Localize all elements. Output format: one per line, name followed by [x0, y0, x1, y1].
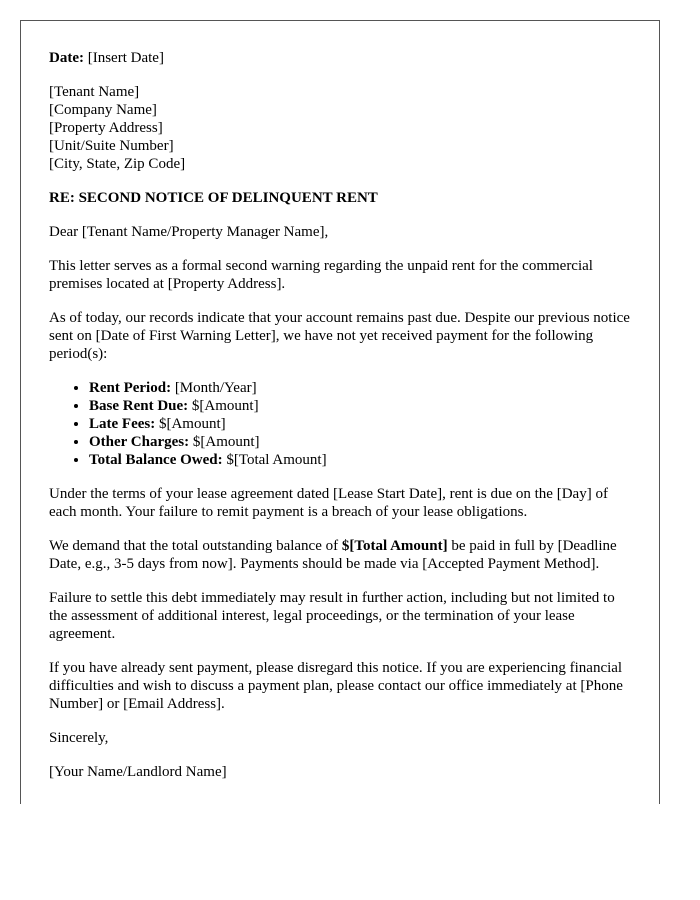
recipient-address-block [49, 83, 631, 173]
list-item [89, 433, 631, 451]
list-item [89, 379, 631, 397]
charge-value: $[Amount] [188, 398, 259, 414]
salutation: Dear [Tenant Name/Property Manager Name], [49, 224, 329, 240]
recipient-tenant-name: [Tenant Name] [49, 84, 140, 100]
charge-label: Late Fees: [89, 416, 156, 432]
subject-text: RE: SECOND NOTICE OF DELINQUENT RENT [49, 190, 378, 206]
list-item [89, 415, 631, 433]
charge-value: [Month/Year] [171, 380, 257, 396]
signature: [Your Name/Landlord Name] [49, 764, 227, 780]
list-item [89, 451, 631, 469]
paragraph-demand [49, 537, 631, 573]
date-label: Date: [49, 50, 84, 66]
paragraph-contact: If you have already sent payment, please disregard this notice. If you are experiencing financial difficulties and wish to discuss a payment plan, please contact our office immediately at [Phone Number] or [Email Address]. [49, 660, 623, 712]
charge-label: Base Rent Due: [89, 398, 189, 414]
charge-label: Rent Period: [89, 380, 172, 396]
paragraph-intro: This letter serves as a formal second warning regarding the unpaid rent for the commercial premises located at [Property Address]. [49, 258, 593, 292]
paragraph-status: As of today, our records indicate that your account remains past due. Despite our previous notice sent on [Date of First Warning Letter], we have not yet received payment for the following period(s): [49, 310, 630, 362]
demand-text-after: be paid in full by [Deadline Date, e.g., 3-5 days from now]. Payments should be made via [Accepted Payment Method]. [49, 538, 617, 572]
charge-label: Other Charges: [89, 434, 190, 450]
paragraph-consequence: Failure to settle this debt immediately may result in further action, including but not limited to the assessment of additional interest, legal proceedings, or the termination of your lease agreement. [49, 590, 615, 642]
demand-amount: $[Total Amount] [341, 538, 448, 554]
date-value: [Insert Date] [83, 50, 164, 66]
charge-label: Total Balance Owed: [89, 452, 223, 468]
subject-line [49, 189, 631, 207]
recipient-company-name: [Company Name] [49, 102, 157, 118]
charge-value: $[Amount] [155, 416, 226, 432]
closing: Sincerely, [49, 730, 109, 746]
charge-value: $[Total Amount] [222, 452, 327, 468]
date-line [49, 49, 631, 67]
paragraph-lease: Under the terms of your lease agreement dated [Lease Start Date], rent is due on the [Day] of each month. Your failure to remit payment is a breach of your lease obligations. [49, 486, 608, 520]
list-item [89, 397, 631, 415]
recipient-city-state-zip: [City, State, Zip Code] [49, 156, 186, 172]
recipient-property-address: [Property Address] [49, 120, 163, 136]
letter-page [20, 20, 660, 804]
charges-list [49, 379, 631, 469]
charge-value: $[Amount] [189, 434, 260, 450]
recipient-unit-number: [Unit/Suite Number] [49, 138, 174, 154]
demand-text-before: We demand that the total outstanding balance of [49, 538, 342, 554]
